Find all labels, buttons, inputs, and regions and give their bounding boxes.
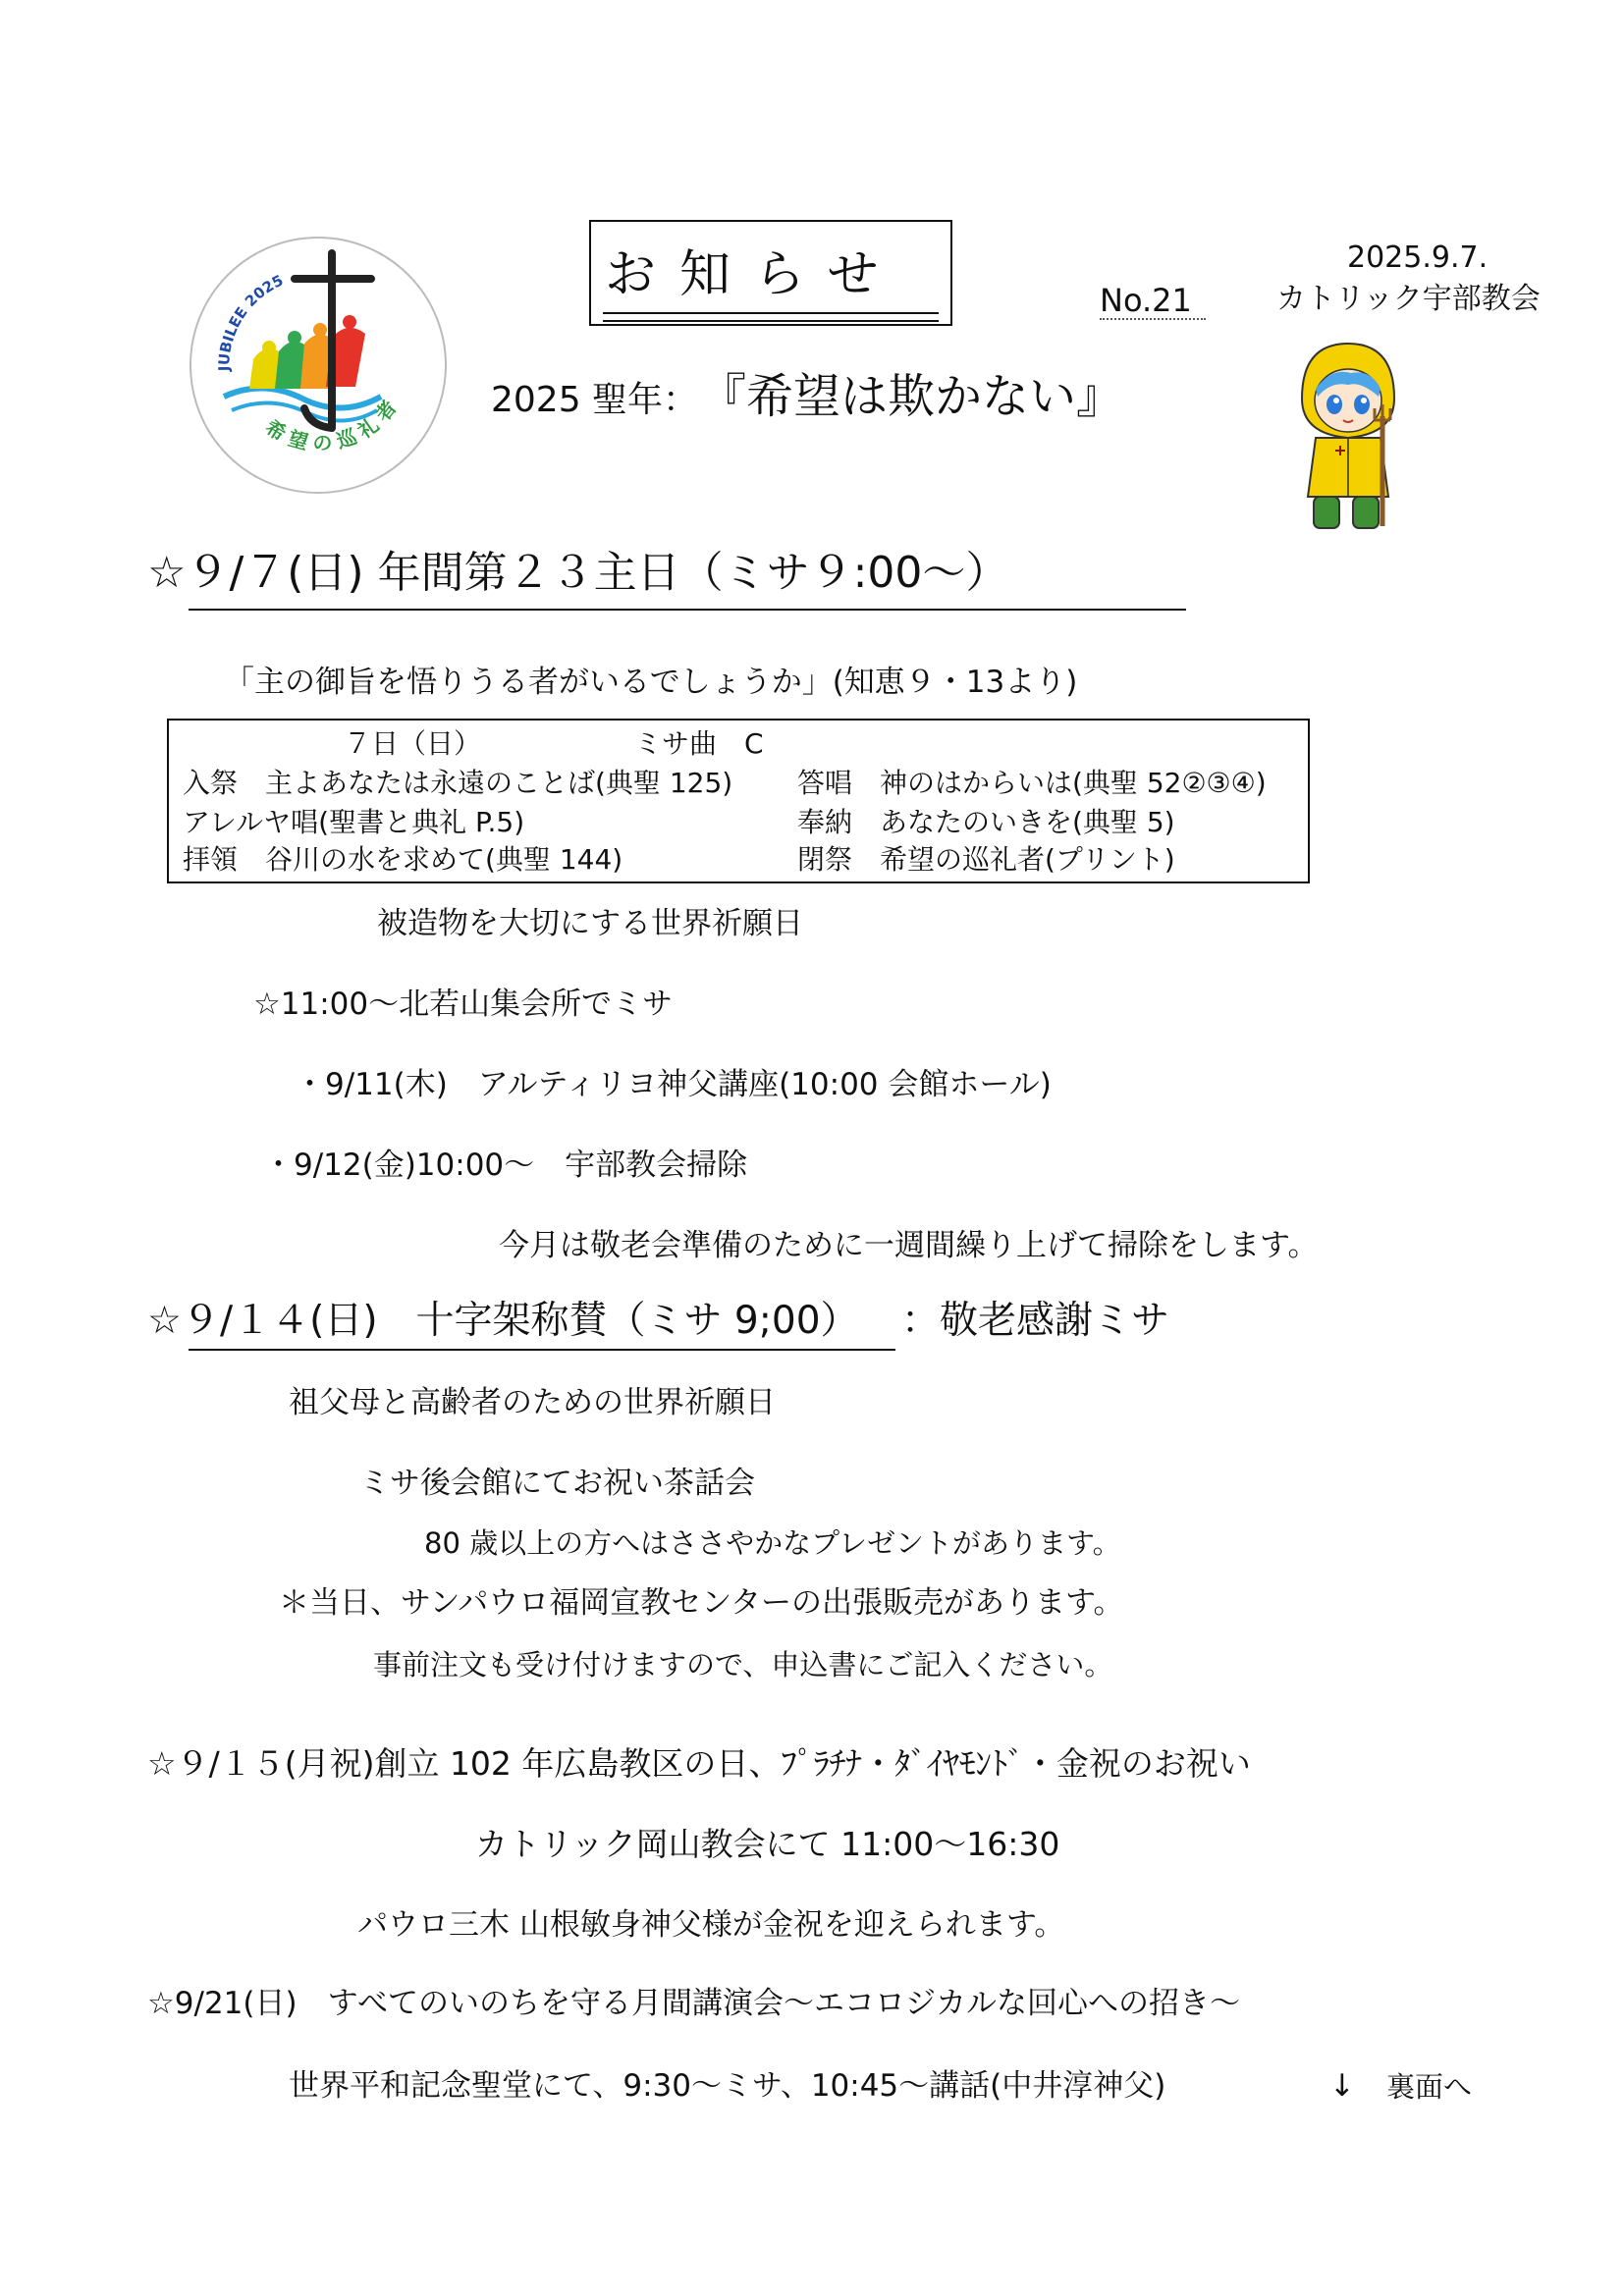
pilgrim-mascot-illustration bbox=[1292, 340, 1404, 532]
scripture-quote: 「主の御旨を悟りうる者がいるでしょうか」(知恵９・13より) bbox=[224, 665, 1078, 700]
section-heading-sep15: ☆９/１５(月祝)創立 102 年広島教区の日、ﾌﾟﾗﾁﾅ・ﾀﾞｲﾔﾓﾝﾄﾞ・金祝のお祝い bbox=[147, 1744, 1251, 1783]
mass-alleluia: アレルヤ唱(聖書と典礼 P.5) bbox=[183, 806, 525, 838]
mass-offertory: 奉納 あなたのいきを(典聖 5) bbox=[797, 806, 1175, 838]
peace-cathedral-detail: 世界平和記念聖堂にて、9:30〜ミサ、10:45〜講話(中井淳神父) bbox=[289, 2068, 1166, 2104]
issue-number-underline bbox=[1100, 318, 1206, 320]
creation-prayer-day: 被造物を大切にする世界祈願日 bbox=[377, 906, 803, 941]
section-heading-sep14-suffix: ：敬老感謝ミサ bbox=[901, 1299, 1170, 1343]
mass-responsorial: 答唱 神のはからいは(典聖 52②③④) bbox=[797, 767, 1267, 799]
mass-table-mass-setting: ミサ曲 C bbox=[634, 727, 764, 760]
golden-jubilee-note: パウロ三木 山根敏身神父様が金祝を迎えられます。 bbox=[357, 1907, 1065, 1943]
preorder-notice: 事前注文も受け付けますので、申込書にご記入ください。 bbox=[373, 1648, 1113, 1682]
okayama-venue: カトリック岡山教会にて 11:00〜16:30 bbox=[475, 1825, 1060, 1863]
issue-number: No.21 bbox=[1100, 282, 1192, 319]
notice-title-box bbox=[589, 220, 952, 326]
kitawakayama-mass: ☆11:00〜北若山集会所でミサ bbox=[253, 987, 674, 1022]
tea-party-notice: ミサ後会館にてお祝い茶話会 bbox=[359, 1466, 755, 1501]
jubilee-logo bbox=[185, 232, 452, 499]
issue-date: 2025.9.7. bbox=[1347, 240, 1489, 275]
mass-closing-hymn: 閉祭 希望の巡礼者(プリント) bbox=[797, 843, 1175, 876]
cleaning-note: 今月は敬老会準備のために一週間繰り上げて掃除をします。 bbox=[499, 1228, 1319, 1263]
section-underline-sep7 bbox=[189, 609, 1186, 611]
sale-notice: ＊当日、サンパウロ福岡宣教センターの出張販売があります。 bbox=[279, 1585, 1124, 1621]
present-notice: 80 歳以上の方へはささやかなプレゼントがあります。 bbox=[424, 1526, 1121, 1560]
page-title: お知らせ bbox=[605, 245, 902, 304]
section-heading-sep14: ☆９/１４(日) 十字架称賛（ミサ 9;00） bbox=[147, 1299, 859, 1343]
jubilee-label: 2025 聖年： bbox=[491, 380, 699, 420]
title-double-underline bbox=[603, 312, 939, 322]
logo-arc-bottom: 希 望 の 巡 礼 者 bbox=[261, 396, 402, 455]
mass-table-day: ７日（日） bbox=[344, 727, 482, 760]
continued-overleaf: 裏面へ bbox=[1386, 2070, 1473, 2104]
lecture-notice: ・9/11(木) アルティリヨ神父講座(10:00 会館ホール) bbox=[295, 1067, 1052, 1102]
section-heading-sep7: ☆９/７(日) 年間第２３主日（ミサ９:00〜） bbox=[147, 548, 1009, 598]
mass-communion: 拝領 谷川の水を求めて(典聖 144) bbox=[183, 843, 623, 876]
grandparents-prayer-day: 祖父母と高齢者のための世界祈願日 bbox=[289, 1385, 776, 1420]
church-name: カトリック宇部教会 bbox=[1276, 282, 1541, 316]
section-underline-sep14 bbox=[189, 1349, 895, 1351]
section-heading-sep21: ☆9/21(日) すべてのいのちを守る月間講演会〜エコロジカルな回心への招き〜 bbox=[147, 1986, 1240, 2021]
down-arrow-icon: ↓ bbox=[1329, 2068, 1355, 2104]
jubilee-motto: 『希望は欺かない』 bbox=[699, 369, 1124, 424]
logo-arc-top: JUBILEE 2025 bbox=[215, 271, 287, 372]
cleaning-notice: ・9/12(金)10:00〜 宇部教会掃除 bbox=[263, 1148, 748, 1183]
mass-entrance-hymn: 入祭 主よあなたは永遠のことば(典聖 125) bbox=[183, 767, 733, 799]
mass-music-table bbox=[167, 719, 1310, 883]
